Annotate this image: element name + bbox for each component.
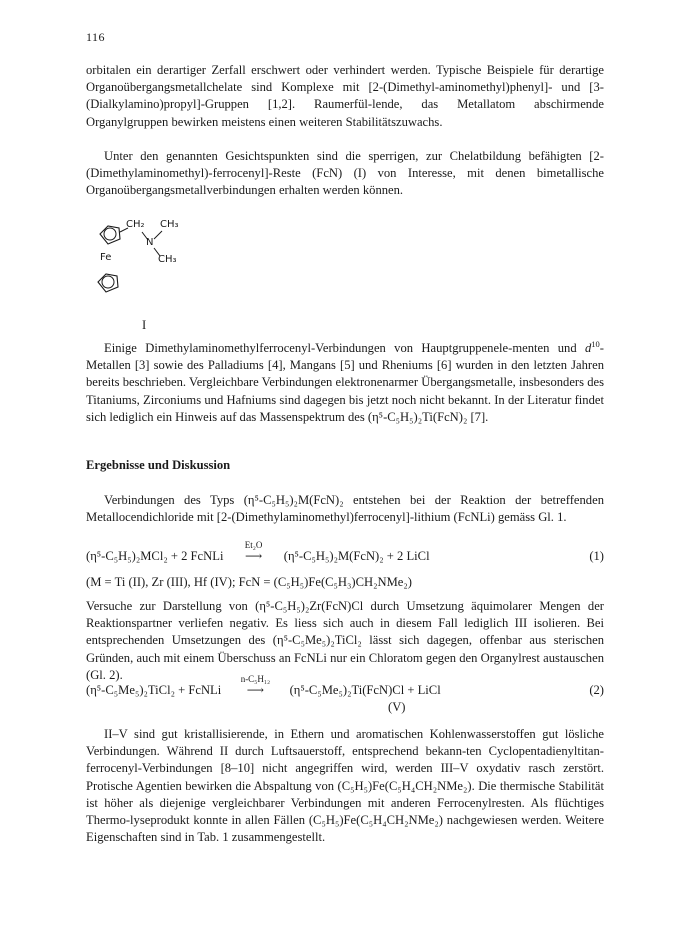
equation-2-left: (η⁵-C₅Me₅)₂TiCl₂ + FcNLi [86, 683, 222, 697]
equation-1-arrow [231, 540, 277, 565]
paragraph-3-sup: 10 [591, 338, 600, 349]
equation-2 [86, 674, 604, 699]
structure-i [86, 212, 226, 312]
page-number: 116 [86, 30, 106, 44]
paragraph-6: II–V sind gut kristallisierende, in Ethern und aromatischen Kohlenwasserstoffen gut lösliche Verbindungen. Während II durch Luftsauerstoff, entsprechend bekann-ten Cyclopentadienyltitan-ferrocenyl-Verbindungen [8–10] nicht angegriffen wird, werden III–V oxydativ rasch zerstört. Protische Agentien bewirken die Abspaltung von (C₅H₅)Fe(C₅H₄CH₂NMe₂). Die thermische Stabilität ist höher als diejenige vergleichbarer Verbindungen mit anderen Ferrocenylresten. Als flüchtiges Thermo-lyseprodukt konnte in allen Fällen (C₅H₅)Fe(C₅H₄CH₂NMe₂) nachgewiesen werden. Weitere Eigenschaften sind in Tab. 1 zusammengestellt. [86, 727, 604, 845]
paragraph-3-d: d [585, 341, 592, 355]
equation-2-arrow [228, 674, 282, 699]
equation-1 [86, 540, 604, 565]
equation-2-arrow-label: n-C₅H₁₂ [240, 674, 271, 684]
equation-1-left: (η⁵-C₅H₅)₂MCl₂ + 2 FcNLi [86, 549, 224, 563]
paragraph-4: Verbindungen des Typs (η⁵-C₅H₅)₂M(FcN)₂ entstehen bei der Reaktion der betreffenden Metallocendichloride mit [2-(Dimethylaminomethyl)ferrocenyl]-lithium (FcNLi) gemäss Gl. 1. [86, 493, 604, 525]
paragraph-3-part-b: -Metallen [3] sowie des Palladiums [4], Mangans [5] und Rheniums [6] wurden in den letzten Jahren bereits beschrieben. Vergleichbare Verbindungen elektronenarmer Übergangsmetalle, insbesonders des Titaniums, Zirconiums und Hafniums sind dagegen bis jetzt noch nicht bekannt. In der Literatur findet sich lediglich ein Hinweis auf das Massenspektrum des (η⁵-C₅H₅)₂Ti(FcN)₂ [7]. [86, 341, 604, 424]
equation-1-arrow-label: Et₂O [244, 540, 263, 550]
n-label: N [146, 237, 154, 248]
ch3-top-label: CH₃ [160, 219, 179, 230]
fe-label: Fe [100, 252, 112, 263]
paragraph-1: orbitalen ein derartiger Zerfall erschwert oder verhindert werden. Typische Beispiele für derartige Organoübergangsmetallchelate sind Komplexe mit [2-(Dimethyl-aminomethyl)phenyl]- und [3-(Dialkylamino)propyl]-Gruppen [1,2]. Raumerfül-lende, das Metallatom abschirmende Organylgruppen bewirken meistens einen weiteren Stabilitätszuwachs. [86, 63, 604, 129]
structure-label: I [142, 318, 147, 332]
section-heading: Ergebnisse und Diskussion [86, 458, 231, 472]
ch3-bottom-label: CH₃ [158, 254, 177, 265]
paragraph-2: Unter den genannten Gesichtspunkten sind die sperrigen, zur Chelatbildung befähigten [2-(Dimethylaminomethyl)-ferrocenyl]-Reste (FcN) (I) von Interesse, mit denen bimetallische Organoübergangsmetallverbindungen erhalten werden können. [86, 149, 604, 198]
equation-1-definition: (M = Ti (II), Zr (III), Hf (IV); FcN = (C₅H₅)Fe(C₅H₃)CH₂NMe₂) [86, 575, 412, 589]
reaction-arrow-icon: ⟶ [246, 683, 264, 697]
paragraph-5: Versuche zur Darstellung von (η⁵-C₅H₅)₂Zr(FcN)Cl durch Umsetzung äquimolarer Mengen der Reaktionspartner verliefen negativ. Es liess sich auch in diesem Fall lediglich III isolieren. Bei entsprechenden Umsetzungen des (η⁵-C₅Me₅)₂TiCl₂ lässt sich dagegen, offenbar aus sterischen Gründen, auch mit einem Überschuss an FcNLi nur ein Chloratom gegen den Organylrest austauschen (Gl. 2). [86, 599, 604, 682]
reaction-arrow-icon: ⟶ [244, 549, 263, 563]
ch2-label: CH₂ [126, 219, 145, 230]
equation-2-product-label: (V) [388, 700, 406, 714]
paragraph-3-part-a: Einige Dimethylaminomethylferrocenyl-Verbindungen von Hauptgruppenele-menten und [104, 341, 585, 355]
equation-2-right: (η⁵-C₅Me₅)₂Ti(FcN)Cl + LiCl [289, 683, 441, 697]
equation-1-number: (1) [589, 549, 604, 563]
paragraph-3 [86, 340, 604, 426]
equation-2-number: (2) [589, 683, 604, 697]
equation-1-right: (η⁵-C₅H₅)₂M(FcN)₂ + 2 LiCl [283, 549, 430, 563]
